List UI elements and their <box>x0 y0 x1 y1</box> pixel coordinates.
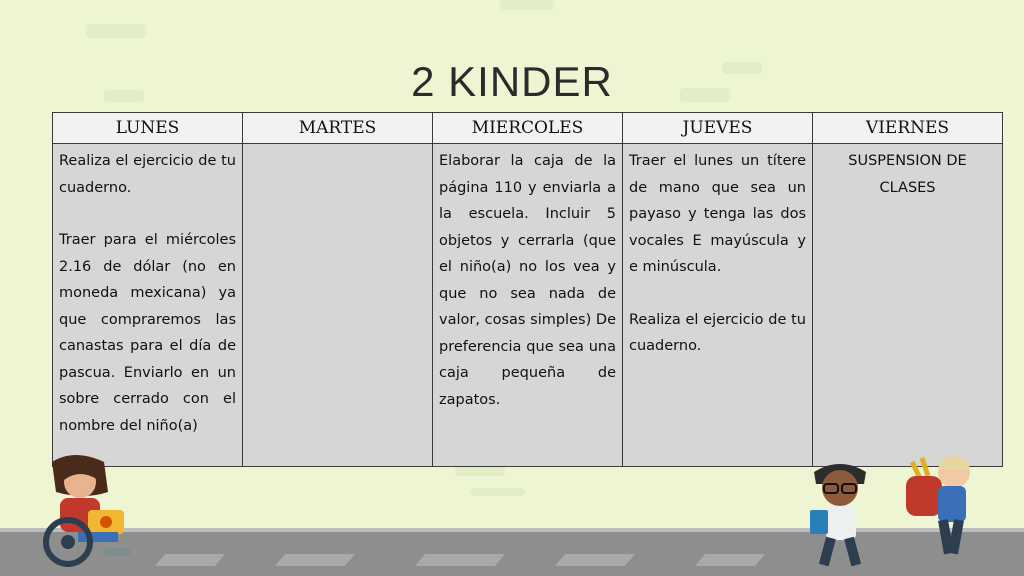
cell-viernes <box>813 144 1003 467</box>
background-smudge <box>470 488 525 496</box>
student-wheelchair-illustration <box>34 452 144 568</box>
header-jueves: JUEVES <box>623 113 813 144</box>
floor-tile <box>275 554 355 566</box>
student-walking-illustration <box>800 460 880 572</box>
header-viernes: VIERNES <box>813 113 1003 144</box>
cell-lunes <box>53 144 243 467</box>
floor-tile <box>555 554 635 566</box>
cell-viernes-text: SUSPENSION DE CLASES <box>848 153 967 196</box>
cell-jueves-text-2: Realiza el ejercicio de tu cuaderno. <box>629 311 806 354</box>
header-martes: MARTES <box>243 113 433 144</box>
cell-miercoles-text: Elaborar la caja de la página 110 y enviarla a la escuela. Incluir 5 objetos y cerrarla (que el niño(a) no los vea y que no sea nada de valor, cosas simples) De preferencia que sea una caja pequeña de zapatos. <box>439 153 616 408</box>
floor-tile <box>415 554 505 566</box>
table-header-row <box>53 113 1003 144</box>
header-lunes: LUNES <box>53 113 243 144</box>
page-title: 2 KINDER <box>411 58 613 105</box>
floor-tile <box>155 554 225 566</box>
cell-miercoles <box>433 144 623 467</box>
student-backpack-illustration <box>902 456 982 568</box>
cell-lunes-text-1: Realiza el ejercicio de tu cuaderno. <box>59 153 236 196</box>
cell-jueves <box>623 144 813 467</box>
background-smudge <box>86 24 146 38</box>
background-smudge <box>500 0 554 10</box>
schedule-table <box>52 112 1003 467</box>
cell-jueves-text-1: Traer el lunes un títere de mano que sea un payaso y tenga las dos vocales E mayúscula y e minúscula. <box>629 153 806 275</box>
header-miercoles: MIERCOLES <box>433 113 623 144</box>
table-row <box>53 144 1003 467</box>
cell-lunes-text-2: Traer para el miércoles 2.16 de dólar (no en moneda mexicana) ya que compraremos las canastas para el día de pascua. Enviarlo en un sobre cerrado con el nombre del niño(a) <box>59 232 236 434</box>
floor-tile <box>695 554 765 566</box>
cell-martes <box>243 144 433 467</box>
